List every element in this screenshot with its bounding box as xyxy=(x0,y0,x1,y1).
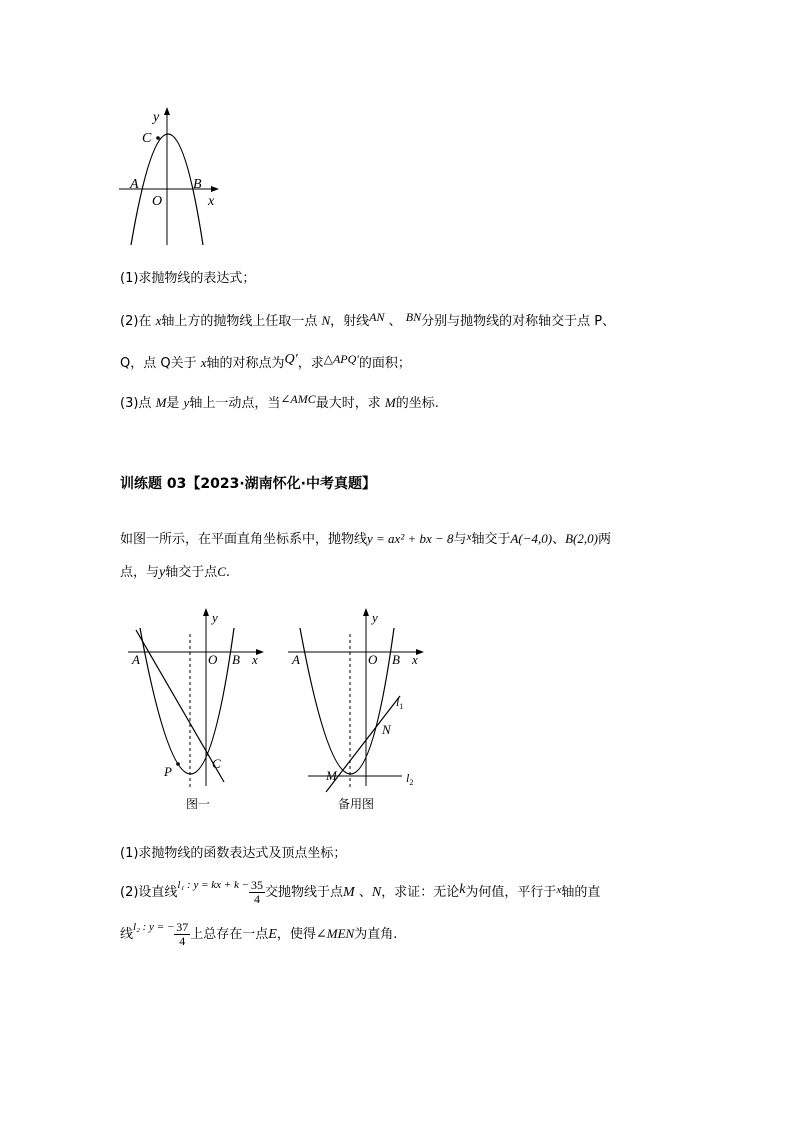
fraction-37-4: $\frac{37}{4}$ xyxy=(176,920,189,948)
fig2-label-N: N xyxy=(382,722,391,737)
fig2-y-arrow xyxy=(363,608,369,616)
fig1-point-P xyxy=(176,762,180,766)
problem03-q2-line1: (2)设直线$^{l_1 : y = kx + k -}$ $\frac{35}{4}$ 交抛物线于点M 、N，求证：无论k为何值，平行于$^x$轴的直 xyxy=(120,878,601,906)
fig2-caption: 备用图 xyxy=(338,797,375,811)
fig1-y-arrow xyxy=(203,608,209,616)
fig1-caption: 图一 xyxy=(186,797,211,811)
problem02-graph xyxy=(115,105,225,250)
fig1-label-O: O xyxy=(208,652,218,667)
fig1-label-B: B xyxy=(232,652,240,667)
problem02-q3: (3)点 M是 y轴上一动点，当∠AMC最大时，求 M的坐标. xyxy=(120,392,439,411)
fraction-35-4: $\frac{35}{4}$ xyxy=(251,878,264,906)
problem02-q2-line2: Q，点 Q关于 x轴的对称点为Q′，求△APQ′的面积； xyxy=(120,352,411,371)
problem03-q2-line2: 线$^{l_2 : y = -}$ $\frac{37}{4}$ 上总存在一点E，使得∠MEN为直角. xyxy=(120,920,398,948)
fig1-label-x: x xyxy=(252,652,258,667)
fig1-label-C: C xyxy=(212,756,221,771)
y-axis-arrow xyxy=(164,107,170,115)
fig2-label-M: M xyxy=(326,768,337,783)
fig1-label-P: P xyxy=(164,764,172,779)
x-axis-arrow xyxy=(211,186,219,192)
fig2-label-l2: $l_2$ xyxy=(406,771,414,787)
label-y: y xyxy=(153,110,160,125)
fig2-label-B: B xyxy=(392,652,400,667)
point-C xyxy=(156,136,160,140)
problem03-stem-line1: 如图一所示，在平面直角坐标系中，抛物线y = ax² + bx − 8与$^x$轴交于A(−4,0)、B(2,0)两 xyxy=(120,531,611,547)
fig2-label-x: x xyxy=(412,652,418,667)
fig2-label-y: y xyxy=(372,610,378,625)
problem03-q1: (1)求抛物线的函数表达式及顶点坐标； xyxy=(120,846,347,861)
figure-1 xyxy=(124,606,274,816)
fig2-label-l1: $l_1$ xyxy=(396,695,404,711)
q1-text: (1)求抛物线的表达式； xyxy=(120,271,256,286)
fig1-label-A: A xyxy=(132,652,140,667)
problem02-q2-line1: (2)在 x轴上方的抛物线上任取一点 N，射线AN 、 BN分别与抛物线的对称轴交于点 P、 xyxy=(120,310,616,329)
fig2-line-l1 xyxy=(326,696,400,792)
fig2-parabola xyxy=(300,628,394,774)
label-A: A xyxy=(130,177,139,192)
fig1-parabola xyxy=(140,628,234,774)
fig1-label-y: y xyxy=(212,610,218,625)
label-x: x xyxy=(208,194,215,209)
problem03-heading: 训练题 03【2023·湖南怀化·中考真题】 xyxy=(120,476,376,492)
fig2-label-O: O xyxy=(368,652,378,667)
fig2-label-A: A xyxy=(292,652,300,667)
problem02-q1 xyxy=(120,270,255,288)
figure-2 xyxy=(282,606,432,816)
problem03-stem-line2: 点，与y轴交于点C. xyxy=(120,564,231,580)
label-O: O xyxy=(152,194,163,209)
label-B: B xyxy=(193,177,202,192)
label-C: C xyxy=(142,131,152,146)
